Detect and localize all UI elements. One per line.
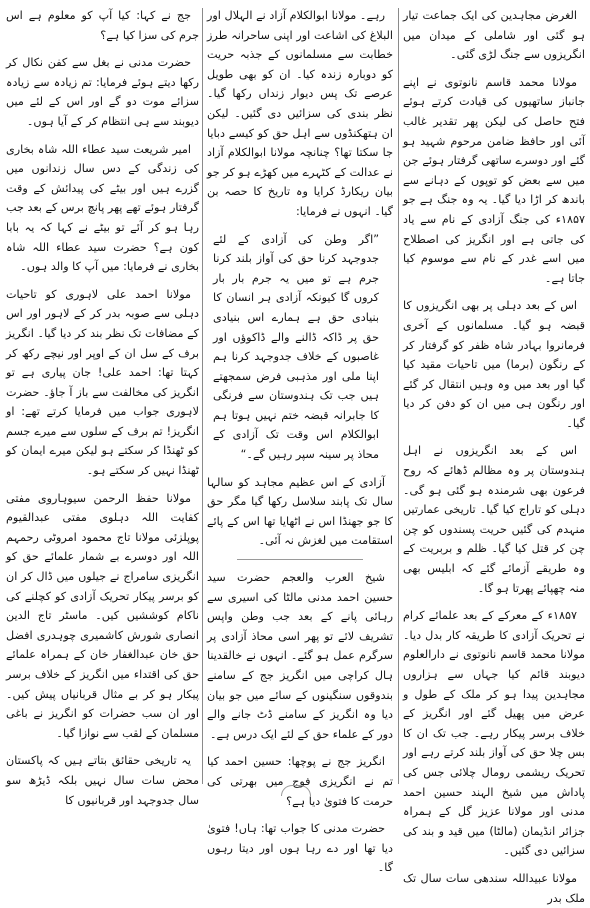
paragraph: امیر شریعت سید عطاء اللہ شاہ بخاری کی زندگی کے دس سال زندانوں میں گزرے ہیں اور بیٹے کی پیدائش کے وقت گرفتار ہوئے تھے پھر پانچ برس کے بعد جب رہا ہو کر آئے تو بیٹے نے کہا کہ یہ بابا کون ہے؟ حضرت سید عطاء اللہ شاہ بخاری نے فرمایا: میں آپ کا والد ہوں۔	[6, 142, 199, 274]
paragraph: الغرض مجاہدین کی ایک جماعت تیار ہو گئی اور شاملی کے میدان میں انگریزوں سے جنگ لڑی گئی۔	[403, 9, 585, 62]
paragraph: رہے۔ مولانا ابوالکلام آزاد نے الہلال اور البلاغ کی اشاعت اور اپنی ساحرانہ طرز خطابت سے مسلمانوں کے جذبہ حریت کو دوبارہ زندہ کیا۔ ان کو بھی طویل عرصے تک پس دیوار زنداں رکھا گیا۔ نظر بندی کی سزائیں دی گئیں۔ لیکن ان ہتھکنڈوں سے اہل حق کو کیسے دبایا جا سکتا تھا؟ چنانچہ مولانا ابوالکلام آزاد نے عدالت کے کٹہرے میں کھڑے ہو کر جو بیان ریکارڈ کرایا وہ تاریخ کا حصہ بن گیا۔ انہوں نے فرمایا:	[207, 9, 393, 218]
paragraph: مولانا احمد علی لاہوری کو تاحیات دہلی سے صوبہ بدر کر کے لاہور اور اس کے مضافات تک نظر بند کر دیا گیا۔ انگریز برف کے سل ان کے اوپر اور نیچے رکھ کر کہتا تھا: احمد علی! جان پیاری ہے تو انگریز کی مخالفت سے باز آ جاؤ۔ حضرت لاہوری جواب میں فرمایا کرتے تھے: او انگریز! تم برف کے سلوں سے میرے جسم کو ٹھنڈا کر سکتے ہو لیکن میرے ایمان کو ٹھنڈا نہیں کر سکتے ہو۔	[6, 287, 199, 478]
column-divider	[202, 8, 203, 784]
text-column-right	[403, 6, 585, 905]
paragraph: آزادی کے اس عظیم مجاہد کو سالہا سال تک پابند سلاسل رکھا گیا مگر حق کا جو جھنڈا اس نے اٹھایا تھا اس کے پائے استقامت میں لغزش نہ آئی۔	[207, 475, 393, 548]
text-column-middle	[207, 6, 393, 875]
paragraph: جج نے کہا: کیا آپ کو معلوم ہے اس جرم کی سزا کیا ہے؟	[6, 9, 199, 42]
paragraph: مولانا عبیداللہ سندھی سات سال تک ملک بدر	[403, 871, 585, 905]
paragraph: یہ تاریخی حقائق بتاتے ہیں کہ پاکستان محض سات سال نہیں بلکہ ڈیڑھ سو سال جدوجہد اور قربانیوں کا	[6, 754, 199, 807]
column-divider	[398, 8, 399, 784]
text-column-left	[6, 6, 199, 807]
quotation: ”اگر وطن کی آزادی کے لئے جدوجہد کرنا حق کی آواز بلند کرنا جرم ہے تو میں یہ جرم بار بار کروں گا کیونکہ آزادی ہر انسان کا بنیادی حق ہے ہمارے اس بنیادی حق پر ڈاکہ ڈالنے والے ڈاکوؤں اور غاصبوں کے خلاف جدوجہد کرنا ہم اپنا ملی اور مذہبی فرض سمجھتے ہیں جب تک ہندوستان سے فرنگی کا جابرانہ قبضہ ختم نہیں ہوتا ہم ابوالکلام اس وقت تک آزادی کے محاذ پر سینہ سپر رہیں گے۔“	[213, 232, 379, 462]
paragraph: اس کے بعد دہلی پر بھی انگریزوں کا قبضہ ہو گیا۔ مسلمانوں کے آخری فرمانروا بہادر شاہ ظفر کو گرفتار کر کے رنگون (برما) میں تاحیات مقید کیا گیا اور بعد میں وہ وہیں انتقال کر گئے اور رنگون ہی میں ان کو دفن کر دیا گیا۔	[403, 299, 585, 430]
paragraph: ۱۸۵۷ء کے معرکے کے بعد علمائے کرام نے تحریک آزادی کا طریقہ کار بدل دیا۔ مولانا محمد قاسم نانوتوی نے دارالعلوم دیوبند قائم کیا جہاں سے ہزاروں مجاہدین پیدا ہو کر ملک کے طول و عرض میں پھیل گئے اور انگریز کے خلاف برسر پیکار رہے۔ جب تک ان کا بس چلا حق کی آواز بلند کرتے رہے اور تحریک ریشمی رومال چلائی جس کی پاداش میں شیخ الہند حسین احمد مدنی اور مولانا عزیز گل کے ہمراہ جزائر انڈیمان (مالٹا) میں قید و بند کی سزائیں دی گئیں۔	[403, 609, 585, 858]
paragraph: حضرت مدنی نے بغل سے کفن نکال کر رکھا دیتے ہوئے فرمایا: تم زیادہ سے زیادہ سزائے موت دو گے اور اس کے لئے میں دیوبند سے ہی انتظام کر کے آیا ہوں۔	[6, 56, 199, 128]
page-number-marker	[281, 785, 311, 796]
paragraph: انگریز جج نے پوچھا: حسین احمد کیا تم نے انگریزی فوج میں بھرتی کی حرمت کا فتویٰ دیا ہے؟	[207, 755, 393, 808]
paragraph: حضرت مدنی کا جواب تھا: ہاں! فتویٰ دیا تھا اور دے رہا ہوں اور دیتا رہوں گا۔	[207, 822, 393, 875]
paragraph: شیخ العرب والعجم حضرت سید حسین احمد مدنی مالٹا کی اسیری سے رہائی پانے کے بعد جب وطن واپس تشریف لائے تو پھر اسی محاذ آزادی پر سرگرم عمل ہو گئے۔ انہوں نے خالقدینا ہال کراچی میں انگریز جج کے سامنے بندوقوں سنگینوں کے سائے میں جو بیان دیا وہ انگریز کے سامنے ڈٹ جانے والے دور کے علماء حق کے لئے ایک درس ہے۔	[207, 571, 393, 741]
paragraph: مولانا محمد قاسم نانوتوی نے اپنے جانباز ساتھیوں کی قیادت کرتے ہوئے فتح حاصل کی لیکن پھر تقدیر غالب آئی اور حافظ ضامن مرحوم شہید ہو گئے اور دوسرے ساتھی گرفتار ہوئے جن میں سے بعض کو توپوں کے دہانے سے باندھ کر اڑا دیا گیا۔ یہ وہ جنگ ہے جو ۱۸۵۷ء کی جنگ آزادی کے نام سے یاد کی جاتی ہے اور انگریز کی اصطلاح میں اسے غدر کے نام سے موسوم کیا جاتا ہے۔	[403, 75, 585, 285]
paragraph: مولانا حفظ الرحمن سیوہاروی مفتی کفایت اللہ دہلوی مفتی عبدالقیوم پوپلزئی مولانا تاج محمود امروٹی رحمہم اللہ اور دوسرے بے شمار علمائے حق کو انگریزی سامراج نے جیلوں میں ڈال کر ان کو برسر پیکار تحریک آزادی کو کچلنے کی ناکام کوششیں کیں۔ ماسٹر تاج الدین انصاری شورش کاشمیری چوہدری افضل حق خان عبدالغفار خان کے ہمراہ علمائے حق کی اقتداء میں انگریز کے خلاف برسر پیکار ہو کر بے مثال قربانیاں پیش کیں۔ اور ان سب حضرات کو انگریز نے باغی مسلمان کے لقب سے نوازا گیا۔	[6, 491, 199, 740]
paragraph: اس کے بعد انگریزوں نے اہل ہندوستان پر وہ مظالم ڈھائے کہ روح فرعون بھی شرمندہ ہو گئی ہو گی۔ دہلی کو تاراج کیا گیا۔ تاریخی عمارتیں منہدم کی گئیں حریت پسندوں کو چن چن کر قتل کیا گیا۔ ظلم و بربریت کے وہ طریقے آزمائے گئے کہ ابلیس بھی منہ چھپائے پھرتا ہو گا۔	[403, 444, 585, 595]
section-separator	[237, 559, 363, 560]
